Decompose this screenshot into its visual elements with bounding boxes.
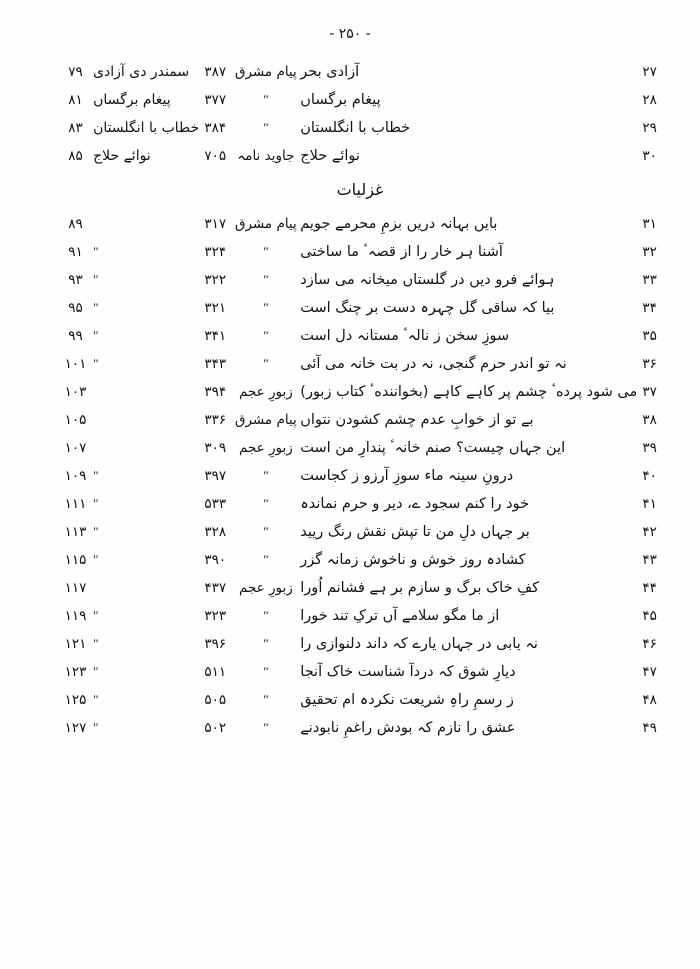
table-row bbox=[58, 322, 662, 350]
entry-translation-page: ۱۱۳ bbox=[64, 524, 87, 540]
entry-source-page: ۳۹۶ bbox=[204, 636, 227, 652]
entry-source-page: ۳۹۷ bbox=[204, 468, 227, 484]
entry-translation-page: ۱۰۷ bbox=[64, 440, 87, 456]
table-row bbox=[58, 266, 662, 294]
entry-translation-page: ۱۱۹ bbox=[64, 608, 87, 624]
entry-source-book: زبورِ عجم bbox=[238, 580, 293, 596]
entry-translation-title: " bbox=[93, 272, 99, 287]
entry-title: نہ یابی در جہاں یارے کہ داند دلنوازی را bbox=[300, 636, 538, 652]
entry-index: ۴۰ bbox=[642, 468, 657, 484]
entry-source-page: ۵۱۱ bbox=[204, 664, 227, 680]
entry-index: ۴۱ bbox=[642, 496, 657, 512]
entry-index: ۴۷ bbox=[642, 664, 657, 680]
entry-source-book: " bbox=[263, 120, 269, 135]
entry-title: بے تو از خوابِ عدم چشم کشودن نتواں bbox=[300, 412, 534, 428]
entry-source-book: زبورِ عجم bbox=[238, 440, 293, 456]
entry-index: ۴۴ bbox=[642, 580, 657, 596]
entry-translation-page: ۱۲۱ bbox=[64, 636, 87, 652]
entry-index: ۴۵ bbox=[642, 608, 657, 624]
entry-translation-title: " bbox=[93, 524, 99, 539]
entry-source-page: ۵۳۳ bbox=[204, 496, 227, 512]
entry-index: ۴۶ bbox=[642, 636, 657, 652]
entry-index: ۴۹ bbox=[642, 720, 657, 736]
entry-translation-title: " bbox=[93, 244, 99, 259]
entry-source-page: ۳۴۱ bbox=[204, 328, 227, 344]
table-row bbox=[58, 658, 662, 686]
entry-title: درونِ سینہ ماء سوزِ آرزو ز کجاست bbox=[300, 468, 514, 484]
entry-title: سوزِ سخن ز نالہٴ مستانہ دل است bbox=[300, 328, 510, 344]
table-row bbox=[58, 490, 662, 518]
entry-title: کشادہ روز خوش و ناخوش زمانہ گزر bbox=[300, 552, 526, 568]
entry-source-page: ۵۰۵ bbox=[204, 692, 227, 708]
entry-translation-title: " bbox=[93, 664, 99, 679]
entry-translation-page: ۹۵ bbox=[68, 300, 83, 316]
entry-source-book: " bbox=[263, 524, 269, 539]
entry-translation-page: ۹۹ bbox=[68, 328, 83, 344]
entry-source-book: پیام مشرق bbox=[234, 412, 297, 428]
entry-source-book: " bbox=[263, 328, 269, 343]
table-row bbox=[58, 350, 662, 378]
table-row bbox=[58, 142, 662, 170]
entry-translation-page: ۸۱ bbox=[68, 92, 83, 108]
entry-source-book: پیام مشرق bbox=[234, 216, 297, 232]
table-row bbox=[58, 686, 662, 714]
entry-index: ۲۸ bbox=[642, 92, 657, 108]
entry-source-book: " bbox=[263, 272, 269, 287]
entry-source-page: ۵۰۲ bbox=[204, 720, 227, 736]
entry-title: عشق را نازم کہ بودش راغمِ نابودنے bbox=[300, 720, 516, 736]
entry-translation-page: ۱۱۷ bbox=[64, 580, 87, 596]
entry-translation-title: " bbox=[93, 300, 99, 315]
entry-source-page: ۳۲۳ bbox=[204, 608, 227, 624]
entry-source-book: " bbox=[263, 608, 269, 623]
entry-index: ۳۵ bbox=[642, 328, 657, 344]
entry-translation-page: ۱۱۵ bbox=[64, 552, 87, 568]
entry-source-page: ۳۷۷ bbox=[204, 92, 227, 108]
entry-translation-title bbox=[93, 406, 199, 434]
entry-title: بیا کہ ساقی گل چہرہ دست بر چنگ است bbox=[300, 300, 555, 316]
table-row bbox=[58, 86, 662, 114]
entry-title: دیارِ شوق کہ دردآ شناست خاک آنجا bbox=[300, 664, 516, 680]
entry-index: ۳۷ bbox=[642, 384, 657, 400]
entry-source-page: ۳۹۴ bbox=[204, 384, 227, 400]
entry-title: بایں بہانہ دریں بزمِ محرمے جویم bbox=[300, 216, 498, 232]
entry-source-page: ۷۰۵ bbox=[204, 148, 227, 164]
entry-translation-page: ۸۵ bbox=[68, 148, 83, 164]
entry-source-page: ۳۲۸ bbox=[204, 524, 227, 540]
entry-title: ز رسمِ راہِ شریعت نکردہ ام تحقیق bbox=[300, 692, 514, 708]
entry-translation-page: ۹۳ bbox=[68, 272, 83, 288]
entry-title: پیغام برگساں bbox=[300, 92, 381, 108]
entry-title: خود را کنم سجود ے، دیر و حرم نماندہ bbox=[300, 496, 530, 512]
table-row bbox=[58, 546, 662, 574]
entry-source-page: ۳۲۱ bbox=[204, 300, 227, 316]
entry-translation-title bbox=[93, 378, 199, 406]
table-row bbox=[58, 518, 662, 546]
entry-translation-title: " bbox=[93, 356, 99, 371]
entry-index: ۳۰ bbox=[642, 148, 657, 164]
entry-index: ۳۱ bbox=[642, 216, 657, 232]
toc-table bbox=[58, 58, 662, 742]
entry-translation-page: ۱۰۳ bbox=[64, 384, 87, 400]
entry-source-page: ۳۹۰ bbox=[204, 552, 227, 568]
entry-translation-title: خطاب با انگلستان bbox=[93, 120, 200, 136]
table-row bbox=[58, 714, 662, 742]
entry-translation-page: ۱۰۵ bbox=[64, 412, 87, 428]
entry-index: ۴۸ bbox=[642, 692, 657, 708]
entry-index: ۳۶ bbox=[642, 356, 657, 372]
entry-translation-title bbox=[93, 210, 199, 238]
entry-index: ۲۹ bbox=[642, 120, 657, 136]
entry-title: ہوائے فرو دیں در گلستاں میخانہ می سازد bbox=[300, 272, 555, 288]
entry-index: ۳۳ bbox=[642, 272, 657, 288]
table-row bbox=[58, 114, 662, 142]
entry-translation-page: ۱۰۱ bbox=[64, 356, 87, 372]
table-row bbox=[58, 602, 662, 630]
entry-index: ۲۷ bbox=[642, 64, 657, 80]
entry-source-book: " bbox=[263, 356, 269, 371]
entry-translation-title: " bbox=[93, 468, 99, 483]
entry-source-page: ۳۰۹ bbox=[204, 440, 227, 456]
table-row bbox=[58, 210, 662, 238]
entry-title: این جہاں چیست؟ صنم خانہٴ پندارِ من است bbox=[300, 440, 566, 456]
entry-source-book: پیام مشرق bbox=[234, 64, 297, 80]
entry-index: ۳۴ bbox=[642, 300, 657, 316]
table-row bbox=[58, 294, 662, 322]
entry-translation-page: ۱۲۵ bbox=[64, 692, 87, 708]
entry-translation-title: " bbox=[93, 608, 99, 623]
entry-translation-page: ۷۹ bbox=[68, 64, 83, 80]
entry-title: نوائے حلاج bbox=[300, 148, 360, 164]
entry-index: ۴۲ bbox=[642, 524, 657, 540]
entry-translation-page: ۹۱ bbox=[68, 244, 83, 260]
entry-source-page: ۳۸۴ bbox=[204, 120, 227, 136]
table-row bbox=[58, 406, 662, 434]
entry-translation-title bbox=[93, 434, 199, 462]
entry-translation-title: " bbox=[93, 636, 99, 651]
table-row bbox=[58, 630, 662, 658]
table-row bbox=[58, 238, 662, 266]
entry-translation-page: ۱۲۳ bbox=[64, 664, 87, 680]
entry-source-book: " bbox=[263, 244, 269, 259]
entry-index: ۳۲ bbox=[642, 244, 657, 260]
entry-source-book: " bbox=[263, 636, 269, 651]
table-row bbox=[58, 378, 662, 406]
entry-source-book: جاوید نامہ bbox=[237, 148, 295, 164]
entry-source-book: " bbox=[263, 496, 269, 511]
entry-source-book: " bbox=[263, 692, 269, 707]
entry-source-book: زبورِ عجم bbox=[238, 384, 293, 400]
entry-source-page: ۳۲۴ bbox=[204, 244, 227, 260]
table-row bbox=[58, 434, 662, 462]
entry-source-book: " bbox=[263, 664, 269, 679]
page-folio-number: - ۲۵۰ - bbox=[329, 26, 371, 42]
entry-translation-title: " bbox=[93, 720, 99, 735]
entry-index: ۴۳ bbox=[642, 552, 657, 568]
entry-translation-title: " bbox=[93, 328, 99, 343]
entry-source-book: " bbox=[263, 92, 269, 107]
table-of-contents bbox=[58, 58, 662, 742]
entry-translation-title: نوائے حلاج bbox=[93, 148, 151, 164]
table-row bbox=[58, 58, 662, 86]
entry-translation-title: " bbox=[93, 692, 99, 707]
entry-translation-page: ۱۰۹ bbox=[64, 468, 87, 484]
entry-translation-title: " bbox=[93, 552, 99, 567]
entry-source-page: ۳۴۳ bbox=[204, 356, 227, 372]
entry-translation-title bbox=[93, 574, 199, 602]
entry-source-page: ۳۸۷ bbox=[204, 64, 227, 80]
section-heading-row bbox=[58, 170, 662, 210]
entry-source-book: " bbox=[263, 468, 269, 483]
entry-translation-title: پیغام برگساں bbox=[93, 92, 171, 108]
toc-body bbox=[58, 58, 662, 742]
entry-title: نہ تو اندر حرم گنجی، نہ در بت خانہ می آئی bbox=[300, 356, 567, 372]
entry-source-book: " bbox=[263, 552, 269, 567]
entry-translation-page: ۸۳ bbox=[68, 120, 83, 136]
table-row bbox=[58, 574, 662, 602]
section-heading: غزلیات bbox=[336, 180, 384, 199]
entry-translation-title: سمندر دی آزادی bbox=[93, 64, 190, 80]
entry-translation-title: " bbox=[93, 496, 99, 511]
entry-index: ۳۸ bbox=[642, 412, 657, 428]
entry-source-page: ۳۳۶ bbox=[204, 412, 227, 428]
entry-title: بر جہاں دلِ من تا تپش نقش رنگ ریید bbox=[300, 524, 530, 540]
entry-source-page: ۴۳۷ bbox=[204, 580, 227, 596]
entry-title: می شود پردهٴ چشم پر کاہے کاہے (بخوانندهٴ کتاب زبور) bbox=[300, 384, 638, 400]
entry-translation-page: ۱۲۷ bbox=[64, 720, 87, 736]
entry-title: از ما مگو سلامے آں ترکِ تند خورا bbox=[300, 608, 500, 624]
entry-index: ۳۹ bbox=[642, 440, 657, 456]
entry-title: کفِ خاک برگ و سازم بر ہے فشانم اُورا bbox=[300, 580, 540, 596]
entry-translation-page: ۸۹ bbox=[68, 216, 83, 232]
entry-translation-page: ۱۱۱ bbox=[64, 496, 87, 512]
entry-title: آزادی بحر bbox=[300, 64, 360, 80]
entry-source-page: ۳۲۲ bbox=[204, 272, 227, 288]
entry-title: خطاب با انگلستان bbox=[300, 120, 411, 136]
entry-source-page: ۳۱۷ bbox=[204, 216, 227, 232]
entry-source-book: " bbox=[263, 300, 269, 315]
entry-title: آشنا ہر خار را از قصہٴ ما ساختی bbox=[300, 244, 503, 260]
table-row bbox=[58, 462, 662, 490]
entry-source-book: " bbox=[263, 720, 269, 735]
